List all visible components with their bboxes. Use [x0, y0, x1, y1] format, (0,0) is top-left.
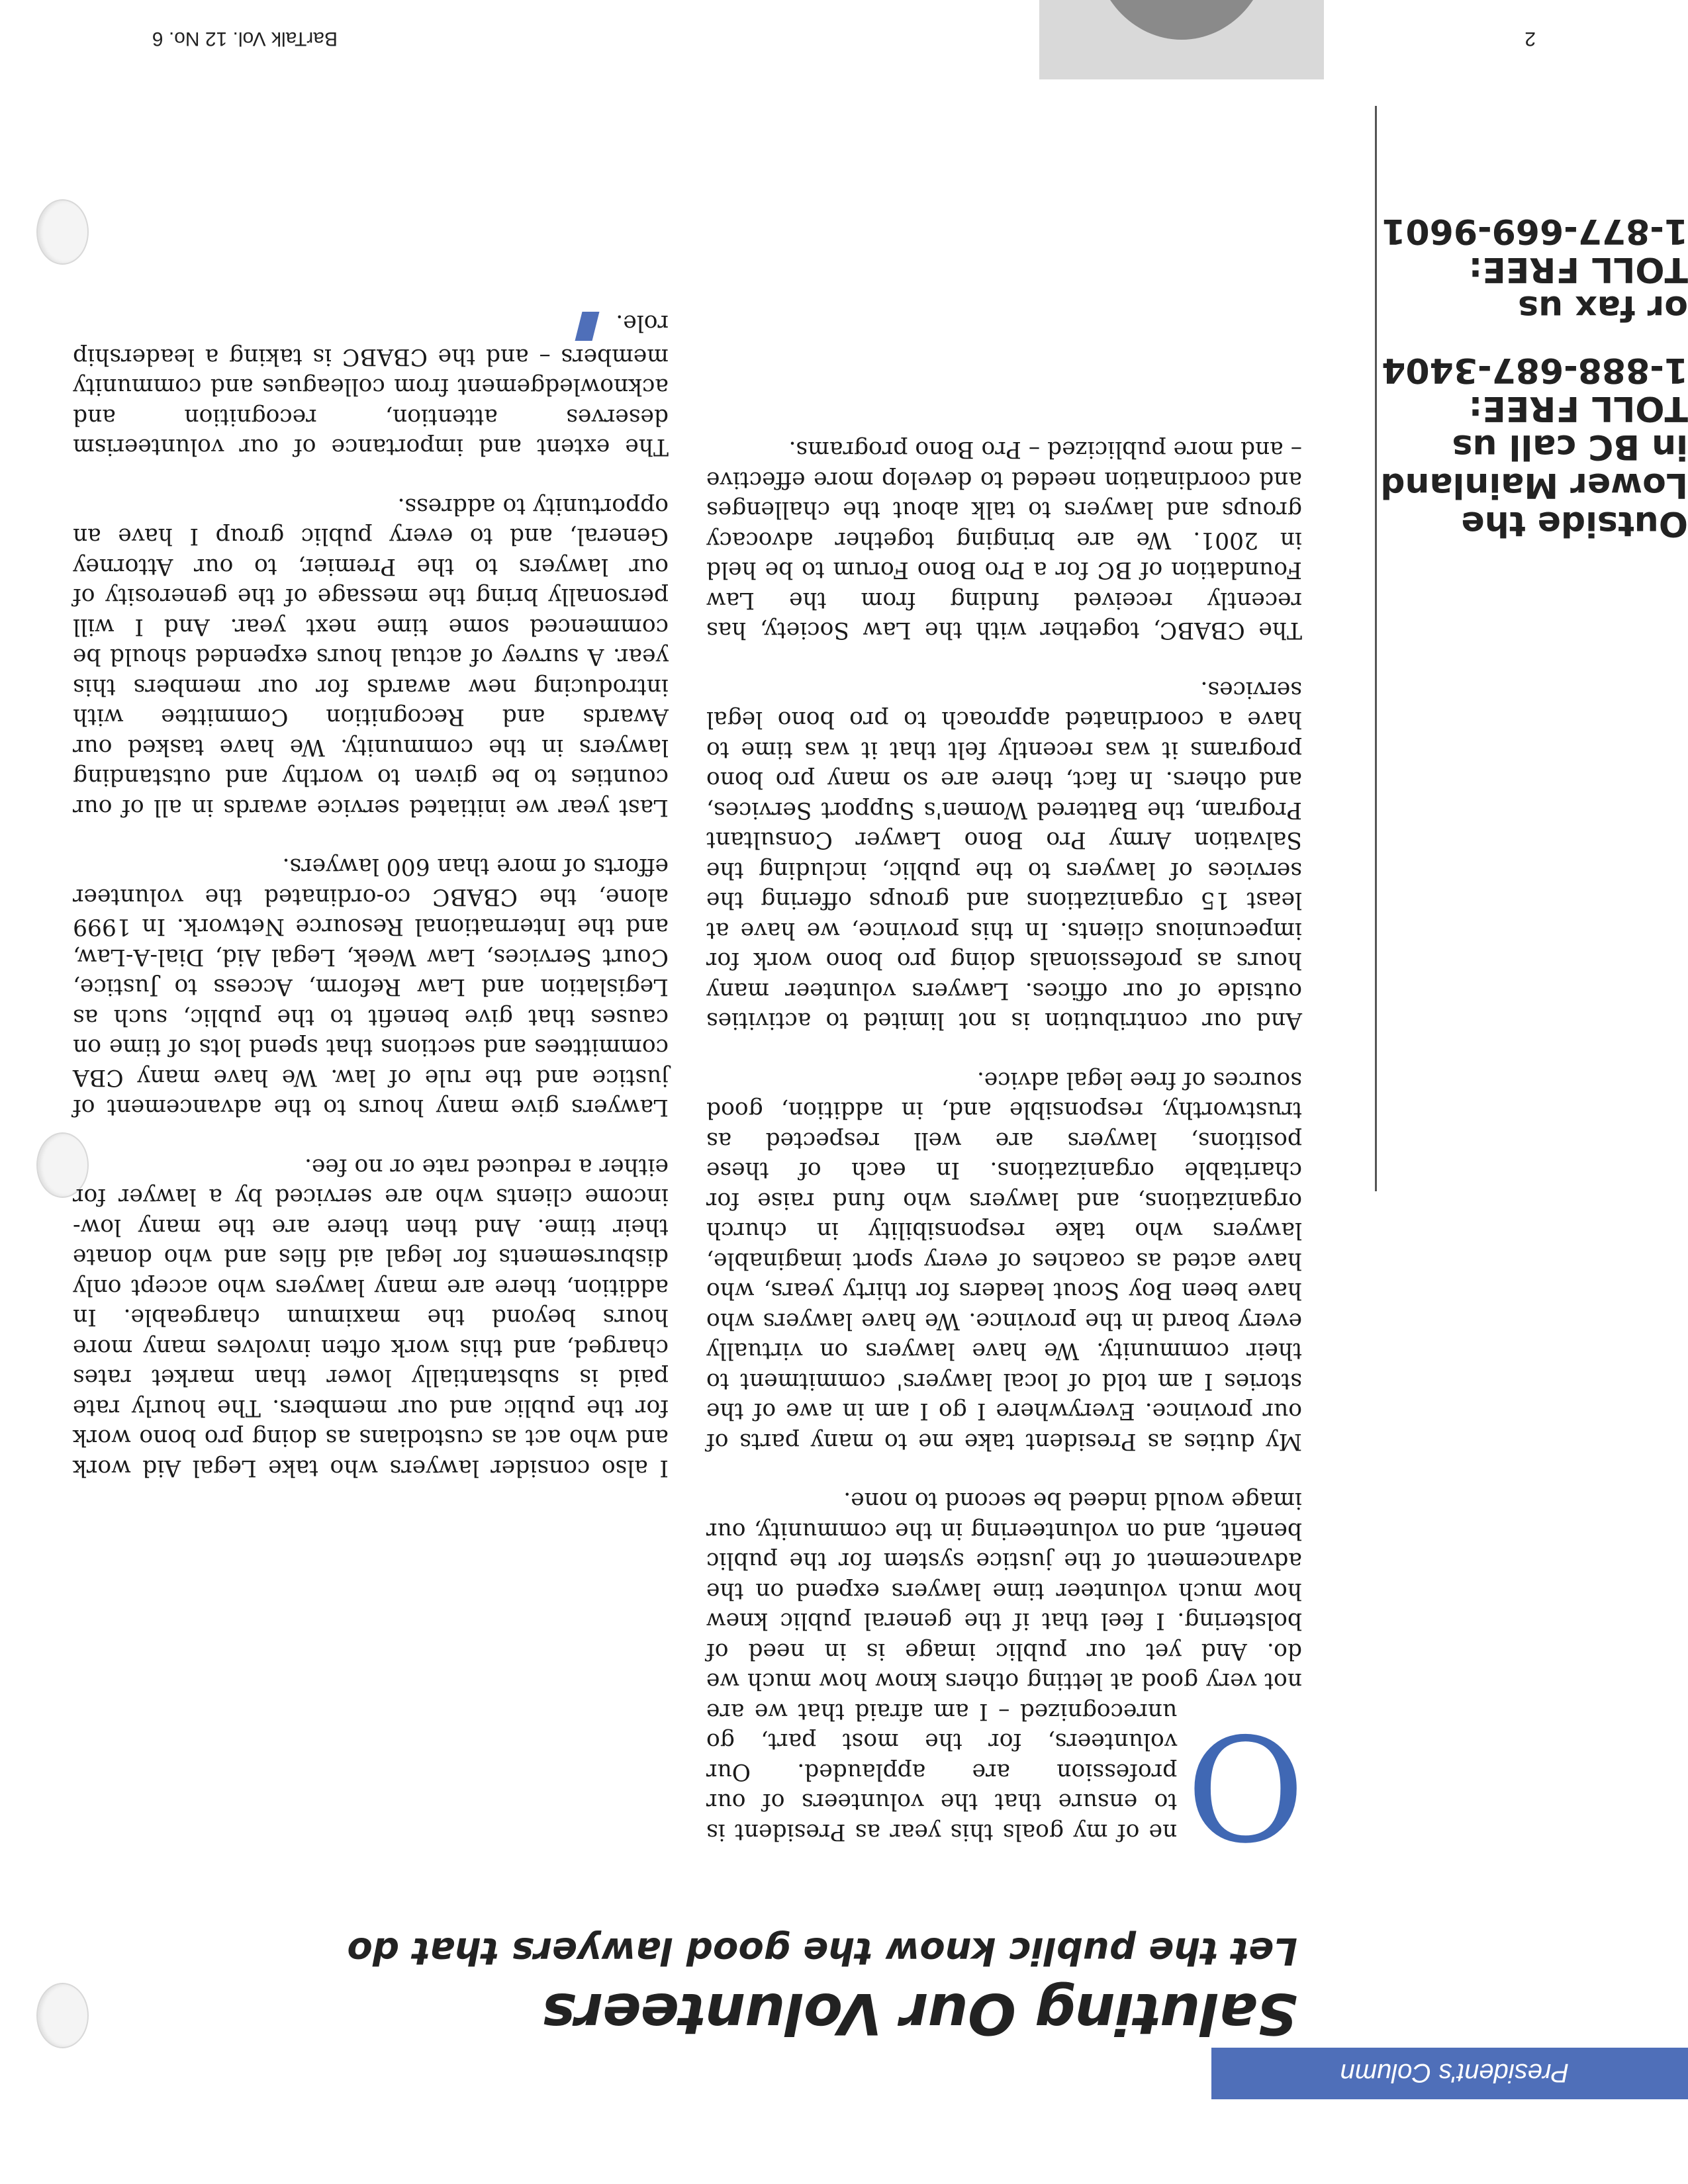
- contact-line: TOLL FREE:: [1468, 250, 1688, 289]
- portrait-photo: [1039, 0, 1324, 79]
- article-column-2: [73, 279, 669, 1482]
- author-portrait: [1039, 0, 1324, 79]
- contact-line: Outside the: [1461, 504, 1688, 543]
- article-paragraph: Lawyers give many hours to the advancement of justice and the rule of law. We have many CBA committees and sections that spend lots of time on causes that give benefit to the public, such as Legislation and Law Reform, Access to Justice, Court Services, Law Week, Legal Aid, Dial-A-Law, and the International Resource Network. In 1999 alone, the CBABC co-ordinated the volunteer efforts of more than 600 lawyers.: [73, 853, 669, 1121]
- article-column-1: [706, 434, 1305, 1869]
- phone-number: 1-888-687-3404: [1382, 350, 1688, 390]
- contact-line: or fax us: [1518, 288, 1688, 328]
- article-paragraph: I also consider lawyers who take Legal Aid work and who act as custodians as doing pro bono work for the public and our members. The hourly rate paid is substantially lower than market rates charged, and this work often involves many more hours beyond the maximum chargeable. In addition, there are many lawyers who accept only disbursements for legal aid files and who donate their time. And then there are the many low-income clients who are serviced by a lawyer for either a reduced rate or no fee.: [73, 1154, 669, 1481]
- contact-box: [1380, 211, 1688, 543]
- end-of-article-mark: [575, 312, 600, 341]
- paragraph-text: ne of my goals this year as President is to ensure that the volunteers of our profession are applauded. Our volunteers, for the most part, go unrecognized – I am afraid that we are not very good at letting others know how much we do. And yet our public image is in need of bolstering. I feel that if the general public knew how much volunteer time lawyers expend on the advancement of the justice system for the public benefit, and on volunteering in the community, our image would indeed be second to none.: [706, 1487, 1302, 1845]
- article-paragraph: Last year we initiated service awards in all of our counties to be given to worthy and outstanding lawyers in the community. We have tasked our Awards and Recognition Committee with introducing new awards for our members this year. A survey of actual hours expended should be commenced some time next year. And I will personally bring the message of the generosity of our lawyers to the Premier, to our Attorney General, and to every public group I have an opportunity to address.: [73, 493, 669, 821]
- article-paragraph: My duties as President take me to many parts of our province. Everywhere I go I am in awe of the stories I am told of local lawyers' commitment to their community. We have lawyers on virtually every board in the province. We have lawyers who have been Boy Scout leaders for thirty years, who have acted as coaches of every sport imaginable, lawyers who take responsibility in church organizations, and lawyers who fund raise for charitable organizations. In each of these positions, lawyers are well respected as trustworthy, responsible and, in addition, good sources of free legal advice.: [706, 1067, 1302, 1455]
- section-label: President's Column: [1340, 2058, 1569, 2087]
- drop-cap: O: [1186, 1702, 1305, 1869]
- article-paragraph: [706, 1485, 1305, 1869]
- contact-line: Lower Mainland: [1380, 465, 1688, 505]
- page-number: 2: [1524, 28, 1536, 50]
- paragraph-text: The extent and importance of our volunteerism deserves attention, recognition and acknowledgement from colleagues and community members – and the CBABC is taking a leadership role.: [73, 310, 669, 461]
- column-divider: [1375, 106, 1377, 1191]
- article-paragraph: And our contribution is not limited to activities outside of our offices. Lawyers volunteer many hours as professionals doing pro bono work for impecunious clients. In this province, we have at least 15 organizations and groups offering the services of lawyers to the public, including the Salvation Army Pro Bono Lawyer Consultant Program, the Battered Women's Support Services, and others. In fact, there are so many pro bono programs it was recently felt that it was time to have a coordinated approach to pro bono legal services.: [706, 676, 1302, 1034]
- contact-line: TOLL FREE:: [1468, 388, 1688, 428]
- subheadline: Let the public know the good lawyers that do: [347, 1929, 1297, 1972]
- contact-line: in BC call us: [1452, 427, 1688, 467]
- punch-hole: [36, 199, 89, 265]
- fax-number: 1-877-669-9601: [1382, 211, 1688, 251]
- article-paragraph: The CBABC, together with the Law Society, has recently received funding from the Law Foundation of BC for a Pro Bono Forum to be held in 2001. We are bringing together advocacy groups and lawyers to talk about the challenges and coordination needed to develop more effective – and more publicized – Pro Bono programs.: [706, 436, 1302, 644]
- article-paragraph: [73, 308, 669, 462]
- punch-hole: [36, 1983, 89, 2048]
- section-banner: [1211, 2048, 1688, 2099]
- headline: Saluting Our Volunteers: [542, 1980, 1297, 2046]
- publication-info: BarTalk Vol. 12 No. 6: [152, 28, 338, 50]
